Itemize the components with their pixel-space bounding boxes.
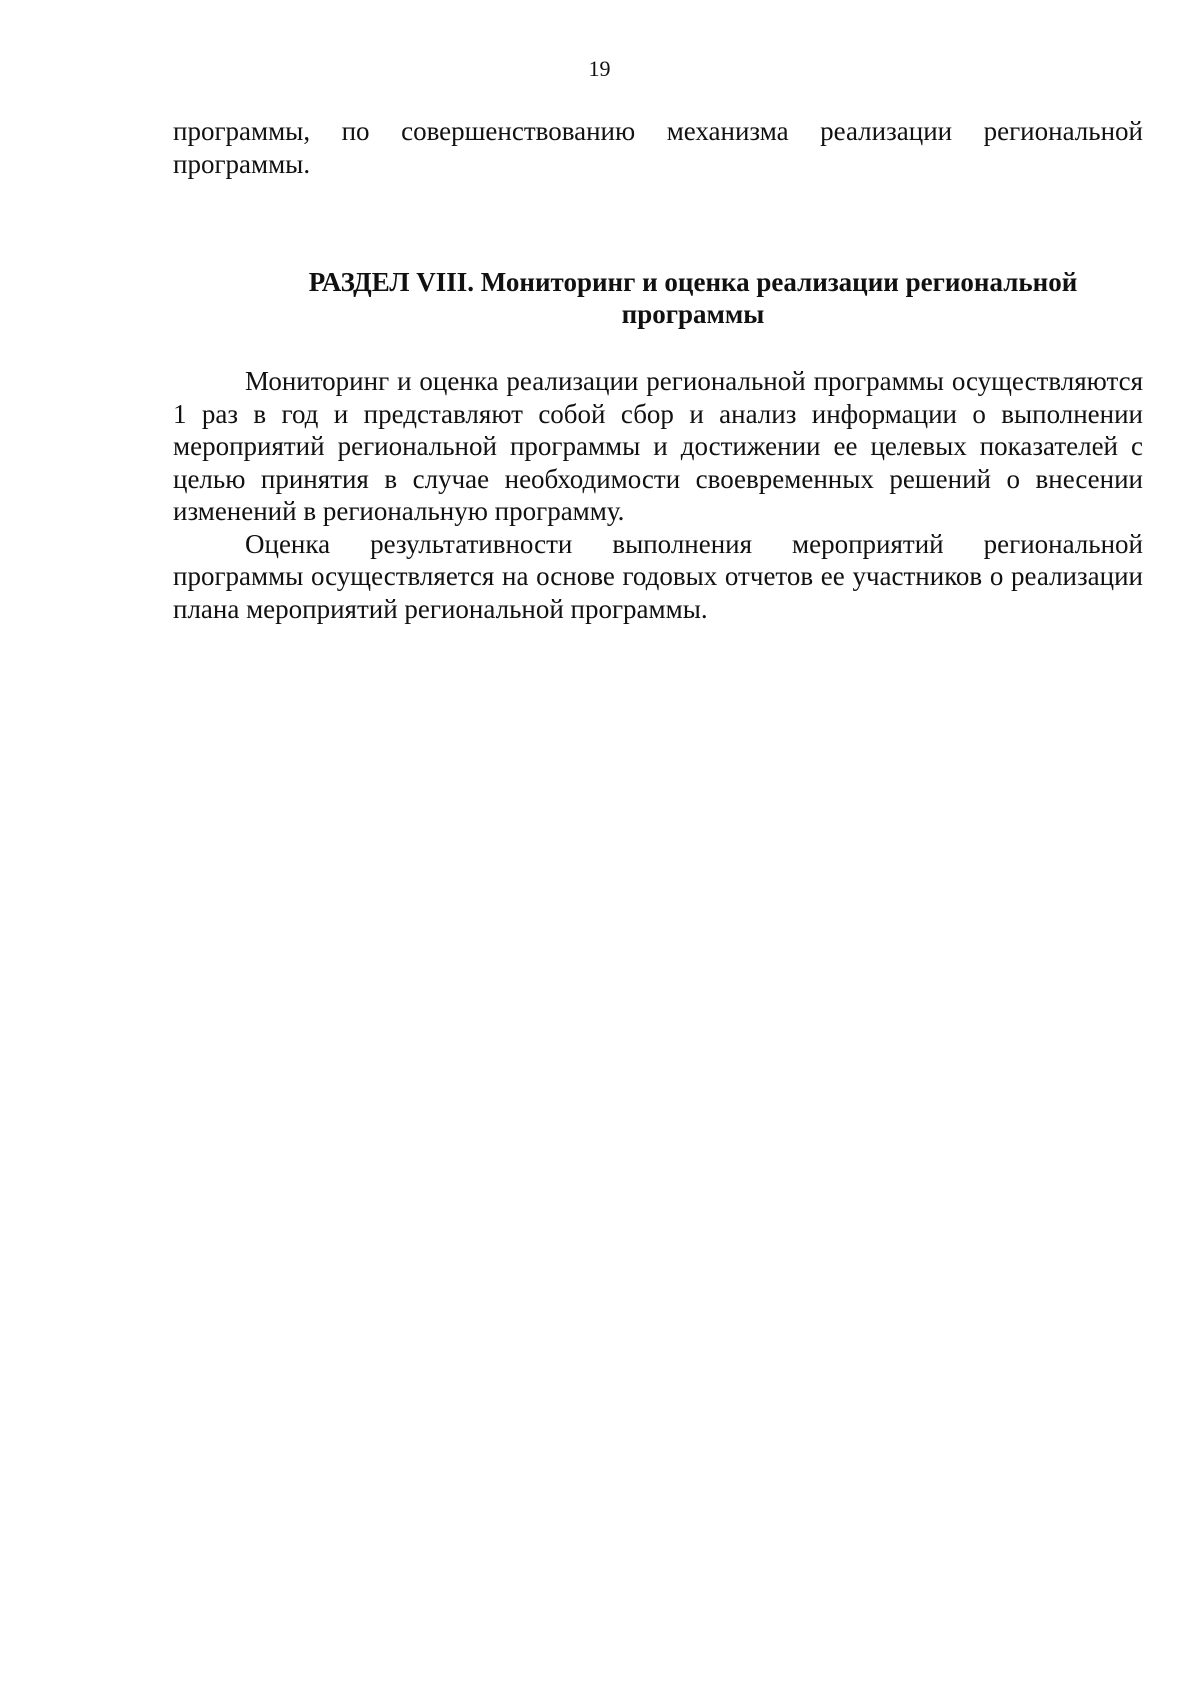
page-number: 19 <box>588 56 611 81</box>
evaluation-paragraph: Оценка результативности выполнения мероприятий региональной программы осуществляется на основе годовых отчетов ее участников о реализации плана мероприятий региональной программы. <box>173 528 1143 624</box>
section-heading-line-2: программы <box>621 299 765 329</box>
section-heading <box>173 266 1143 330</box>
page-content <box>173 115 1143 625</box>
monitoring-paragraph: Мониторинг и оценка реализации региональной программы осуществляются 1 раз в год и представляют собой сбор и анализ информации о выполнении мероприятий региональной программы и достижении ее целевых показателей с целью принятия в случае необходимости своевременных решений о внесении изменений в региональную программу. <box>173 366 1143 526</box>
continuation-paragraph: программы, по совершенствованию механизма реализации региональной программы. <box>173 116 1143 179</box>
section-body <box>173 365 1143 625</box>
section-heading-line-1: РАЗДЕЛ VIII. Мониторинг и оценка реализации региональной <box>308 267 1078 297</box>
